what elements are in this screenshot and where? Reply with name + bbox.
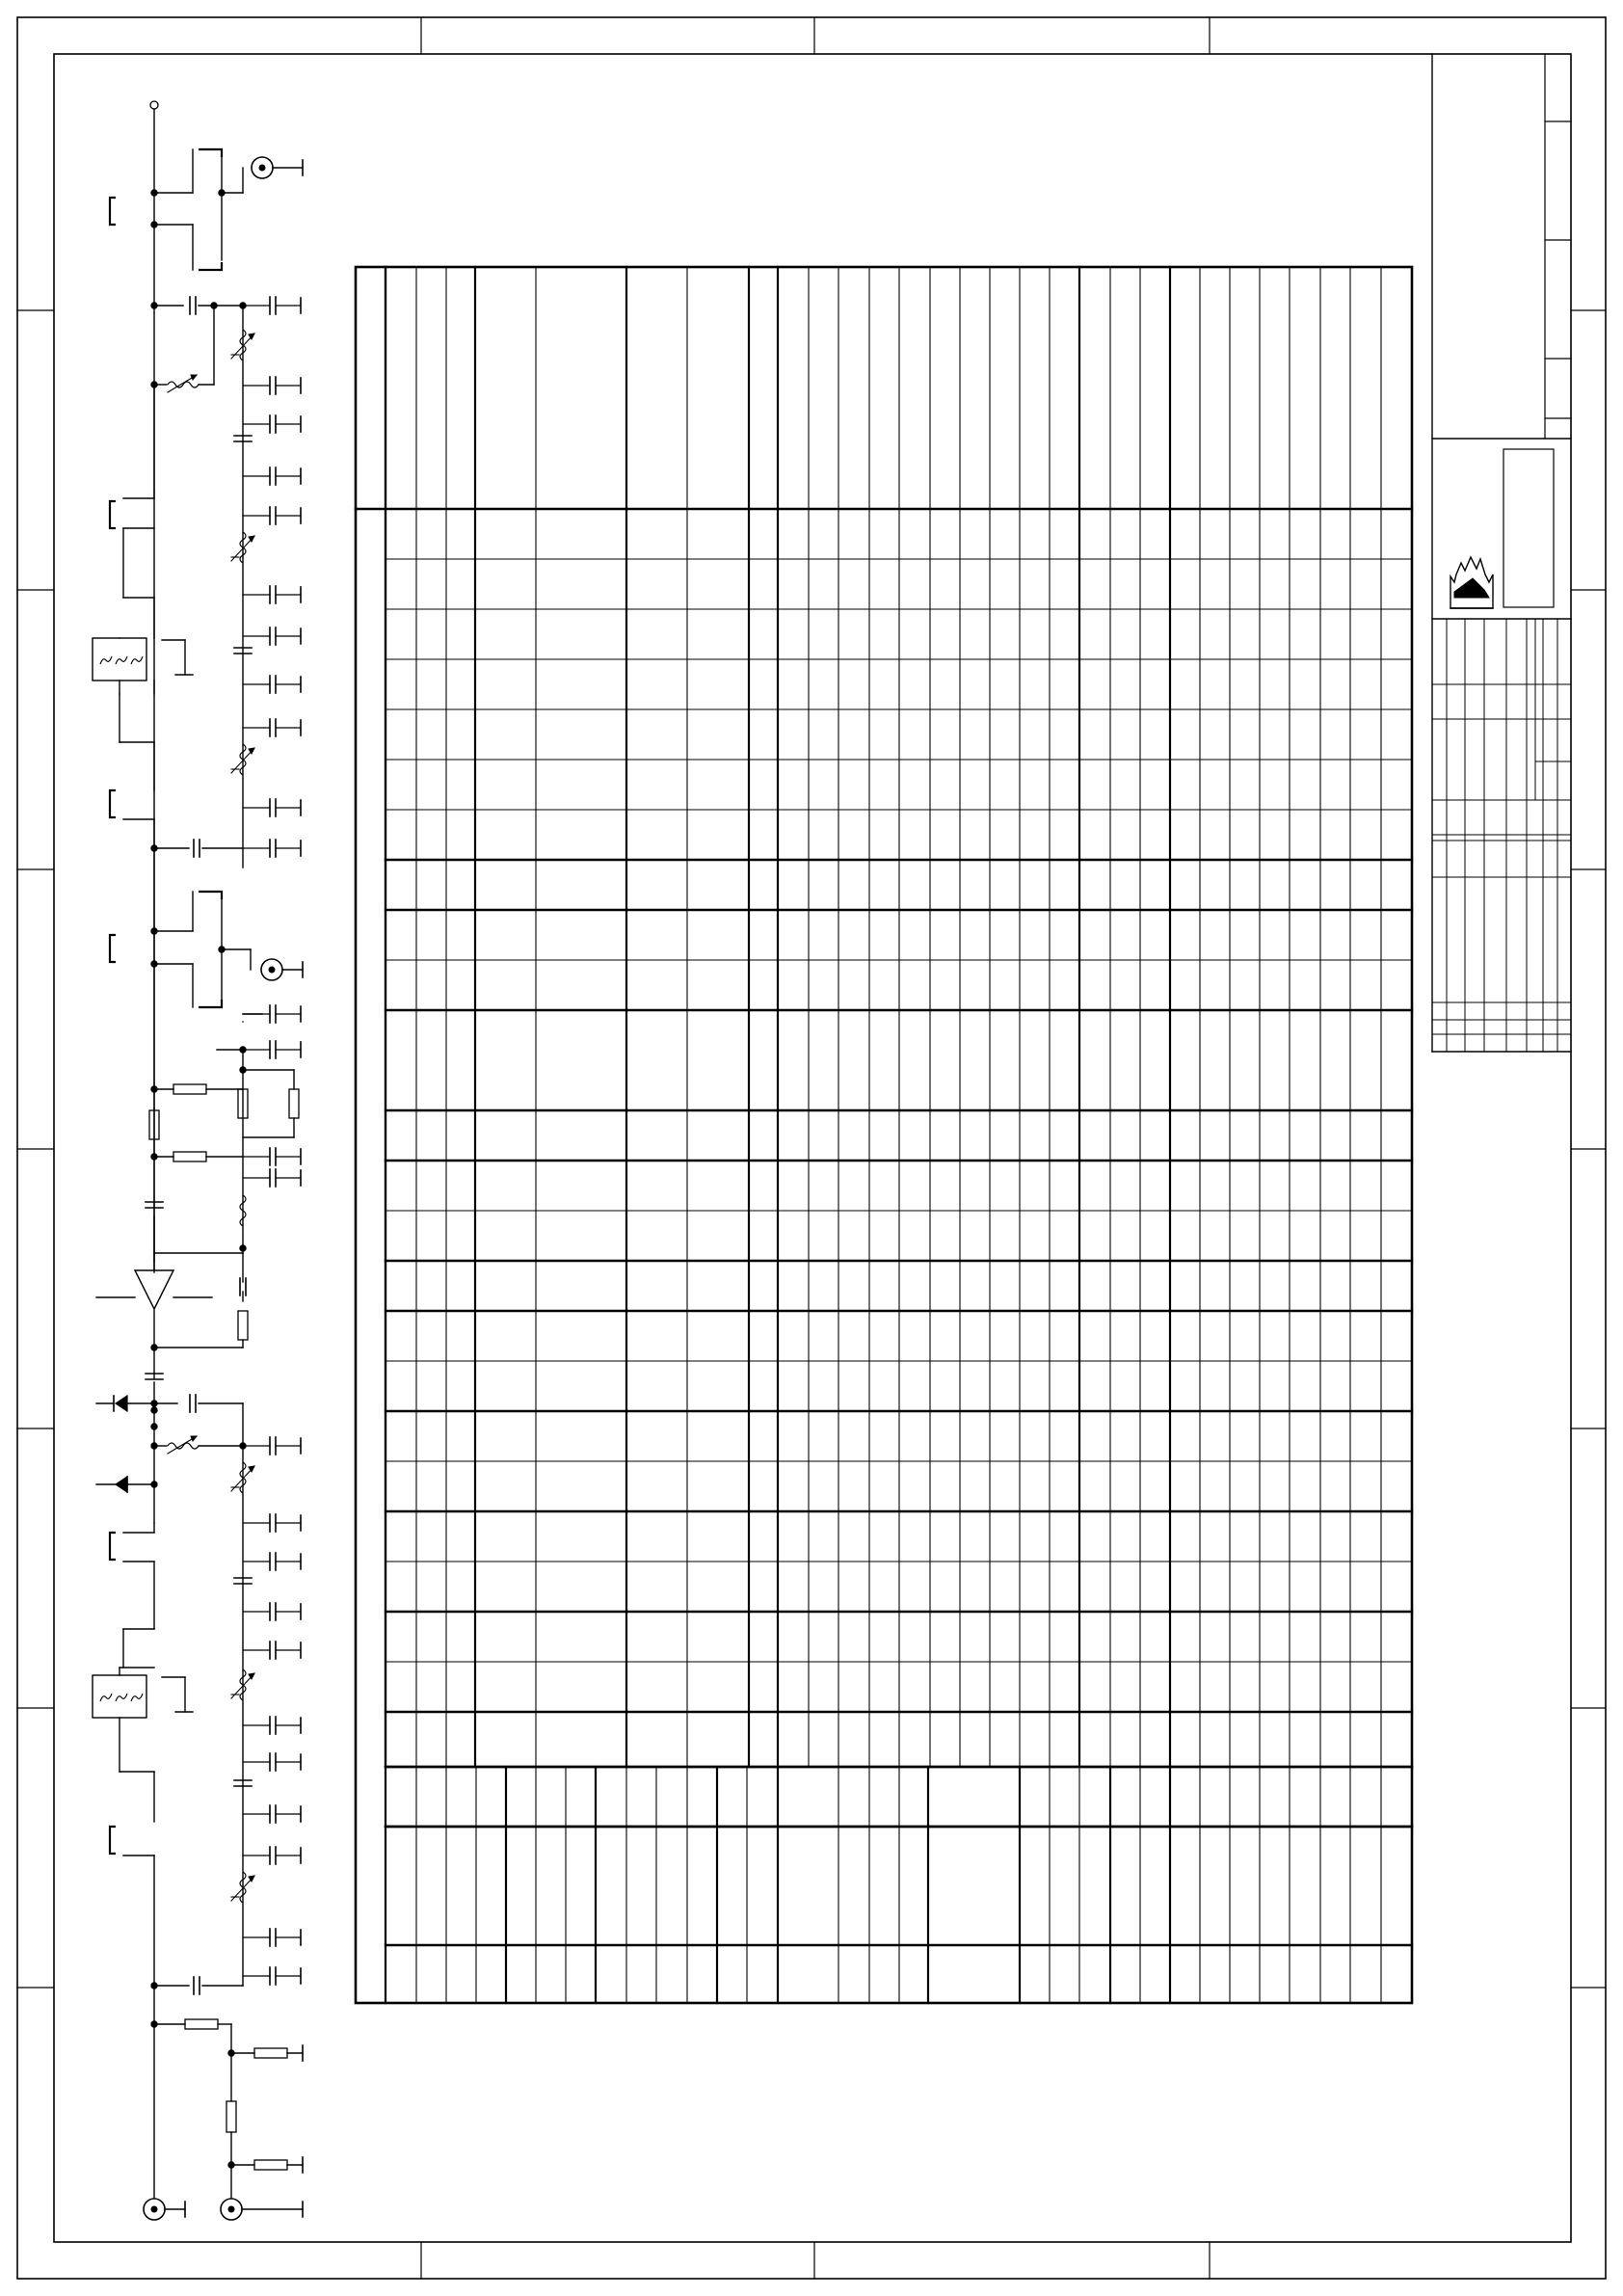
ground-capacitor [243, 676, 301, 693]
coax-connector [144, 2199, 165, 2220]
relay-contact [199, 1000, 222, 1007]
logo-fill [1454, 578, 1489, 598]
ground-capacitor [243, 1805, 301, 1823]
outer-border [17, 17, 1606, 2279]
mountain-peaks-logo [1450, 557, 1493, 608]
blank-grid-table [356, 267, 1412, 2003]
diode-body [116, 1396, 127, 1411]
resistor [226, 2101, 236, 2132]
relay-contact [110, 198, 116, 225]
series-capacitor [190, 1395, 196, 1412]
ground-capacitor [243, 1514, 301, 1532]
resistor [185, 2019, 218, 2029]
path [191, 375, 197, 380]
ground-capacitor [243, 799, 301, 816]
ground-capacitor [243, 1967, 301, 1985]
resistor [238, 1311, 248, 1340]
sheet-frame [17, 17, 1606, 2279]
resistor [173, 1084, 206, 1094]
circle [269, 967, 275, 973]
ground-capacitor [243, 840, 301, 857]
crystal-glyph [131, 1694, 143, 1701]
diode-body [116, 1477, 127, 1492]
inner-border [54, 54, 1571, 2242]
circle [259, 165, 265, 171]
ground-capacitor [243, 1642, 301, 1659]
ground-capacitor [243, 1041, 301, 1058]
title-field-box [1503, 449, 1554, 607]
ground-capacitor [243, 1847, 301, 1864]
relay-contact [110, 1533, 116, 1560]
coax-connector [261, 959, 282, 980]
variable-inductor [168, 1436, 199, 1454]
ground-capacitor [243, 1753, 301, 1771]
relay-contact [110, 790, 116, 817]
relay-contact [110, 1827, 116, 1854]
ground-capacitor [243, 586, 301, 603]
coax-connector [221, 2199, 242, 2220]
series-capacitor [194, 840, 200, 857]
relay-contact [199, 149, 222, 157]
series-capacitor [190, 297, 196, 314]
resistor [173, 1152, 206, 1161]
ground-capacitor [243, 719, 301, 736]
series-capacitor [194, 1977, 200, 1994]
diode [96, 1477, 154, 1492]
circle [151, 2206, 157, 2212]
ground-capacitor [243, 1717, 301, 1734]
relay-contact [199, 892, 222, 899]
ground-capacitor [243, 1148, 301, 1165]
relay-contact [110, 501, 116, 528]
title-block [1432, 54, 1571, 1052]
ground-capacitor [243, 1005, 301, 1023]
crystal-glyph [116, 656, 127, 664]
relay-contact [110, 935, 116, 962]
circle [228, 2206, 234, 2212]
ground-capacitor [243, 1603, 301, 1620]
crystal-glyph [131, 656, 143, 664]
resistor [289, 1089, 299, 1118]
resistor [254, 2048, 287, 2058]
ground-capacitor [243, 1437, 301, 1455]
ground-capacitor [243, 1929, 301, 1946]
amplifier-triangle [135, 1270, 173, 1309]
ground-capacitor [243, 1553, 301, 1570]
variable-inductor [168, 375, 199, 392]
supply-terminal [150, 101, 158, 109]
grid-outline [356, 267, 1412, 2003]
junction-dot [151, 1482, 157, 1487]
diode [96, 1396, 154, 1411]
coax-connector [252, 157, 273, 178]
crystal-glyph [100, 1694, 112, 1701]
junction-dot [151, 1345, 157, 1350]
rf-schematic [93, 101, 303, 2220]
crystal-glyph [100, 656, 112, 664]
amplifier [135, 1270, 173, 1309]
meta-cell [1535, 761, 1571, 800]
ground-capacitor [243, 627, 301, 645]
ground-capacitor [243, 467, 301, 485]
junction-dot [240, 1245, 246, 1251]
ground-capacitor [243, 297, 301, 314]
crystal-glyph [116, 1694, 127, 1701]
junction-dot [151, 1407, 157, 1413]
path [191, 1436, 197, 1441]
ground-capacitor [243, 415, 301, 433]
resistor [254, 2160, 287, 2170]
relay-contact [199, 262, 222, 270]
ground-capacitor [243, 1169, 301, 1187]
ground-capacitor [243, 507, 301, 524]
ground-capacitor [243, 377, 301, 394]
